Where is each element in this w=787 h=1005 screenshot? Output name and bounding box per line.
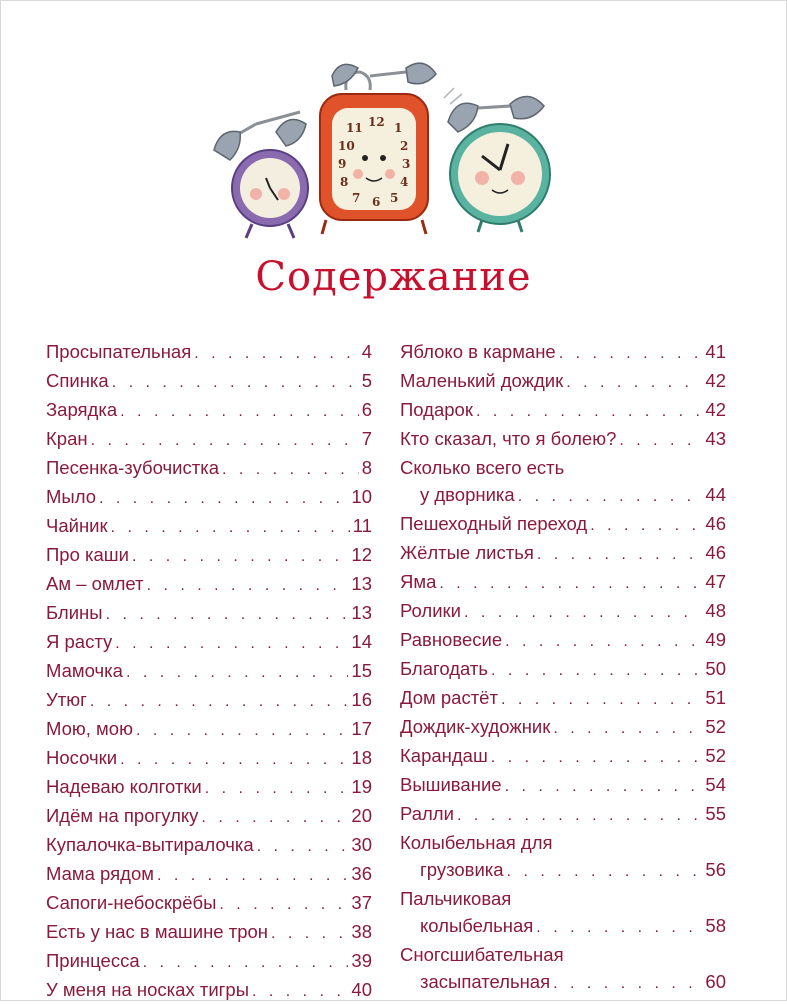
toc-entry[interactable]	[46, 628, 372, 657]
toc-entry-page: 44	[705, 484, 726, 505]
toc-entry[interactable]	[400, 800, 726, 829]
dot-leader	[91, 427, 359, 454]
dot-leader	[566, 369, 702, 396]
dot-leader	[537, 541, 703, 568]
toc-entry-page: 36	[351, 863, 372, 884]
dot-leader	[457, 802, 702, 829]
toc-entry[interactable]	[46, 831, 372, 860]
toc-entry-page: 58	[705, 915, 726, 936]
toc-entry[interactable]	[46, 860, 372, 889]
teal-alarm-clock-icon	[444, 88, 550, 232]
toc-entry-page: 15	[351, 660, 372, 681]
toc-entry[interactable]	[400, 968, 726, 997]
clock-numeral: 2	[400, 139, 409, 153]
dot-leader	[491, 657, 702, 684]
toc-entry-title: Блины	[46, 602, 103, 623]
toc-entry[interactable]	[400, 912, 726, 941]
toc-entry-title: Ам – омлет	[46, 573, 144, 594]
toc-entry-page: 60	[705, 971, 726, 992]
dot-leader	[147, 572, 349, 599]
toc-entry-page: 12	[351, 544, 372, 565]
dot-leader	[619, 427, 702, 454]
toc-entry-title: Надеваю колготки	[46, 776, 202, 797]
toc-entry[interactable]	[400, 539, 726, 568]
toc-entry[interactable]	[46, 367, 372, 396]
toc-entry-page: 17	[351, 718, 372, 739]
toc-entry[interactable]	[46, 425, 372, 454]
toc-entry-page: 10	[351, 486, 372, 507]
dot-leader	[205, 775, 349, 802]
toc-entry-page: 54	[705, 774, 726, 795]
toc-entry-page: 49	[705, 629, 726, 650]
dot-leader	[99, 485, 348, 512]
clock-numeral: 4	[400, 175, 409, 189]
toc-entry-page: 42	[705, 370, 726, 391]
toc-entry[interactable]	[46, 686, 372, 715]
toc-entry-page: 11	[352, 515, 372, 536]
toc-entry-page: 18	[351, 747, 372, 768]
dot-leader	[219, 891, 348, 918]
toc-entry-title: у дворника	[420, 484, 515, 505]
toc-entry-page: 43	[705, 428, 726, 449]
toc-entry-title-line: Колыбельная для	[400, 832, 553, 853]
toc-entry-page: 4	[361, 341, 372, 362]
toc-entry[interactable]	[46, 947, 372, 976]
page-title: Содержание	[255, 254, 532, 300]
toc-entry-page: 46	[705, 542, 726, 563]
toc-entry-title: Вышивание	[400, 774, 502, 795]
toc-entry[interactable]	[46, 338, 372, 367]
clock-numeral: 9	[338, 157, 347, 171]
dot-leader	[476, 398, 702, 425]
dot-leader	[536, 914, 702, 941]
toc-entry-title: Кран	[46, 428, 88, 449]
dot-leader	[590, 512, 702, 539]
toc-entry-title: Спинка	[46, 370, 109, 391]
toc-entry[interactable]	[46, 773, 372, 802]
toc-entry-page: 52	[705, 716, 726, 737]
toc-entry-page: 39	[351, 950, 372, 971]
toc-entry-title: колыбельная	[420, 915, 534, 936]
toc-entry[interactable]	[46, 744, 372, 773]
toc-entry[interactable]	[400, 568, 726, 597]
toc-entry-title: Жёлтые листья	[400, 542, 534, 563]
toc-entry-page: 37	[351, 892, 372, 913]
clock-numeral: 12	[368, 115, 385, 129]
toc-entry-title: грузовика	[420, 859, 504, 880]
toc-entry[interactable]	[400, 425, 726, 454]
toc-entry[interactable]	[400, 655, 726, 684]
dot-leader	[126, 659, 348, 686]
toc-entry-title: Ролики	[400, 600, 461, 621]
toc-entry-page: 30	[351, 834, 372, 855]
toc-entry[interactable]	[400, 771, 726, 800]
toc-entry[interactable]	[400, 597, 726, 626]
toc-entry[interactable]	[400, 396, 726, 425]
toc-entry-page: 19	[351, 776, 372, 797]
toc-entry[interactable]	[46, 918, 372, 947]
toc-entry-page: 7	[361, 428, 372, 449]
toc-entry-page: 52	[705, 745, 726, 766]
toc-entry-title: Пешеходный переход	[400, 513, 588, 534]
clock-numeral: 11	[346, 121, 363, 135]
toc-entry-title: Маленький дождик	[400, 370, 564, 391]
toc-entry[interactable]	[46, 599, 372, 628]
toc-entry-title: засыпательная	[420, 971, 551, 992]
clock-numeral: 8	[340, 175, 349, 189]
toc-entry-title: Равновесие	[400, 629, 503, 650]
toc-entry[interactable]	[46, 454, 372, 483]
toc-entry[interactable]	[400, 684, 726, 713]
dot-leader	[439, 570, 702, 597]
dot-leader	[143, 949, 349, 976]
toc-entry-title: Носочки	[46, 747, 118, 768]
toc-entry-page: 16	[351, 689, 372, 710]
toc-entry[interactable]	[400, 713, 726, 742]
toc-entry-title: Ралли	[400, 803, 454, 824]
toc-entry[interactable]	[46, 715, 372, 744]
dot-leader	[507, 858, 703, 885]
dot-leader	[120, 398, 359, 425]
dot-leader	[201, 804, 348, 831]
toc-entry-title: Мыло	[46, 486, 96, 507]
toc-entry-page: 56	[705, 859, 726, 880]
toc-entry-title: Дождик-художник	[400, 716, 551, 737]
toc-entry[interactable]	[400, 742, 726, 771]
dot-leader	[491, 744, 703, 771]
dot-leader	[115, 630, 348, 657]
toc-entry-title-line: Пальчиковая	[400, 888, 512, 909]
toc-entry-page: 42	[705, 399, 726, 420]
clock-numeral: 3	[402, 157, 411, 171]
toc-entry-title: Яблоко в кармане	[400, 341, 556, 362]
toc-entry-title: Чайник	[46, 515, 108, 536]
toc-entry[interactable]	[46, 570, 372, 599]
toc-entry[interactable]	[46, 802, 372, 831]
toc-entry-title: Подарок	[400, 399, 473, 420]
toc-entry[interactable]	[46, 483, 372, 512]
dot-leader	[136, 717, 348, 744]
clocks-illustration	[210, 28, 590, 260]
dot-leader	[111, 514, 350, 541]
toc-entry-page: 51	[705, 687, 726, 708]
toc-entry-page: 5	[361, 370, 372, 391]
toc-entry-title: Про каши	[46, 544, 129, 565]
toc-entry-page: 13	[351, 602, 372, 623]
purple-alarm-clock-icon	[214, 112, 308, 238]
toc-entry[interactable]	[46, 396, 372, 425]
toc-entry-title: Купалочка-вытиралочка	[46, 834, 254, 855]
dot-leader	[194, 340, 358, 367]
toc-entry-page: 20	[351, 805, 372, 826]
dot-leader	[112, 369, 359, 396]
toc-entry-page: 6	[361, 399, 372, 420]
toc-entry-title: Сапоги-небоскрёбы	[46, 892, 217, 913]
toc-entry-title: Есть у нас в машине трон	[46, 921, 268, 942]
toc-entry[interactable]	[46, 657, 372, 686]
dot-leader	[132, 543, 348, 570]
dot-leader	[501, 686, 702, 713]
red-table-clock-icon	[320, 63, 436, 234]
toc-entry-page: 13	[351, 573, 372, 594]
toc-entry-title: Я расту	[46, 631, 113, 652]
toc-entry-page: 50	[705, 658, 726, 679]
toc-entry-title-line: Сколько всего есть	[400, 457, 565, 478]
clock-numeral: 5	[390, 191, 399, 205]
toc-entry-title: Утюг	[46, 689, 87, 710]
toc-left-column	[46, 338, 372, 1005]
dot-leader	[222, 456, 359, 483]
toc-entry[interactable]	[46, 512, 372, 541]
toc-right-column	[400, 338, 726, 997]
toc-entry-title: Благодать	[400, 658, 489, 679]
dot-leader	[505, 773, 703, 800]
toc-entry-page: 40	[351, 979, 372, 1000]
dot-leader	[464, 599, 702, 626]
toc-entry-title: У меня на носках тигры	[46, 979, 249, 1000]
toc-entry-title: Просыпательная	[46, 341, 192, 362]
toc-entry[interactable]	[46, 889, 372, 918]
toc-entry[interactable]	[46, 541, 372, 570]
toc-entry-page: 47	[705, 571, 726, 592]
toc-entry-title: Мою, мою	[46, 718, 133, 739]
toc-entry-title-line: Сногсшибательная	[400, 944, 564, 965]
toc-entry[interactable]	[400, 481, 726, 510]
toc-entry[interactable]	[400, 626, 726, 655]
dot-leader	[257, 833, 349, 860]
dot-leader	[120, 746, 348, 773]
toc-entry-title: Дом растёт	[400, 687, 498, 708]
toc-entry-title: Мама рядом	[46, 863, 154, 884]
dot-leader	[106, 601, 349, 628]
dot-leader	[271, 920, 348, 947]
toc-entry-page: 14	[351, 631, 372, 652]
toc-entry-title: Карандаш	[400, 745, 488, 766]
toc-entry-title: Кто сказал, что я болею?	[400, 428, 617, 449]
dot-leader	[518, 483, 703, 510]
dot-leader	[559, 340, 703, 367]
clock-numeral: 6	[372, 195, 381, 209]
dot-leader	[90, 688, 349, 715]
toc-entry-title: Зарядка	[46, 399, 118, 420]
dot-leader	[553, 715, 702, 742]
toc-entry[interactable]	[400, 338, 726, 367]
toc-entry-page: 55	[705, 803, 726, 824]
dot-leader	[157, 862, 348, 889]
dot-leader	[505, 628, 702, 655]
toc-entry-page: 38	[351, 921, 372, 942]
toc-entry-page: 8	[361, 457, 372, 478]
toc-entry-page: 41	[705, 341, 726, 362]
dot-leader	[553, 970, 702, 997]
toc-entry[interactable]	[400, 856, 726, 885]
toc-entry-title: Яма	[400, 571, 437, 592]
toc-entry[interactable]	[400, 510, 726, 539]
toc-entry[interactable]	[400, 367, 726, 396]
clock-numeral: 10	[338, 139, 355, 153]
toc-entry-title: Мамочка	[46, 660, 123, 681]
toc-entry-page: 46	[705, 513, 726, 534]
toc-entry-title: Принцесса	[46, 950, 140, 971]
clock-numeral: 7	[352, 191, 361, 205]
toc-entry-page: 48	[705, 600, 726, 621]
toc-entry-title: Песенка-зубочистка	[46, 457, 219, 478]
toc-entry-title: Идём на прогулку	[46, 805, 199, 826]
clock-numeral: 1	[394, 121, 403, 135]
